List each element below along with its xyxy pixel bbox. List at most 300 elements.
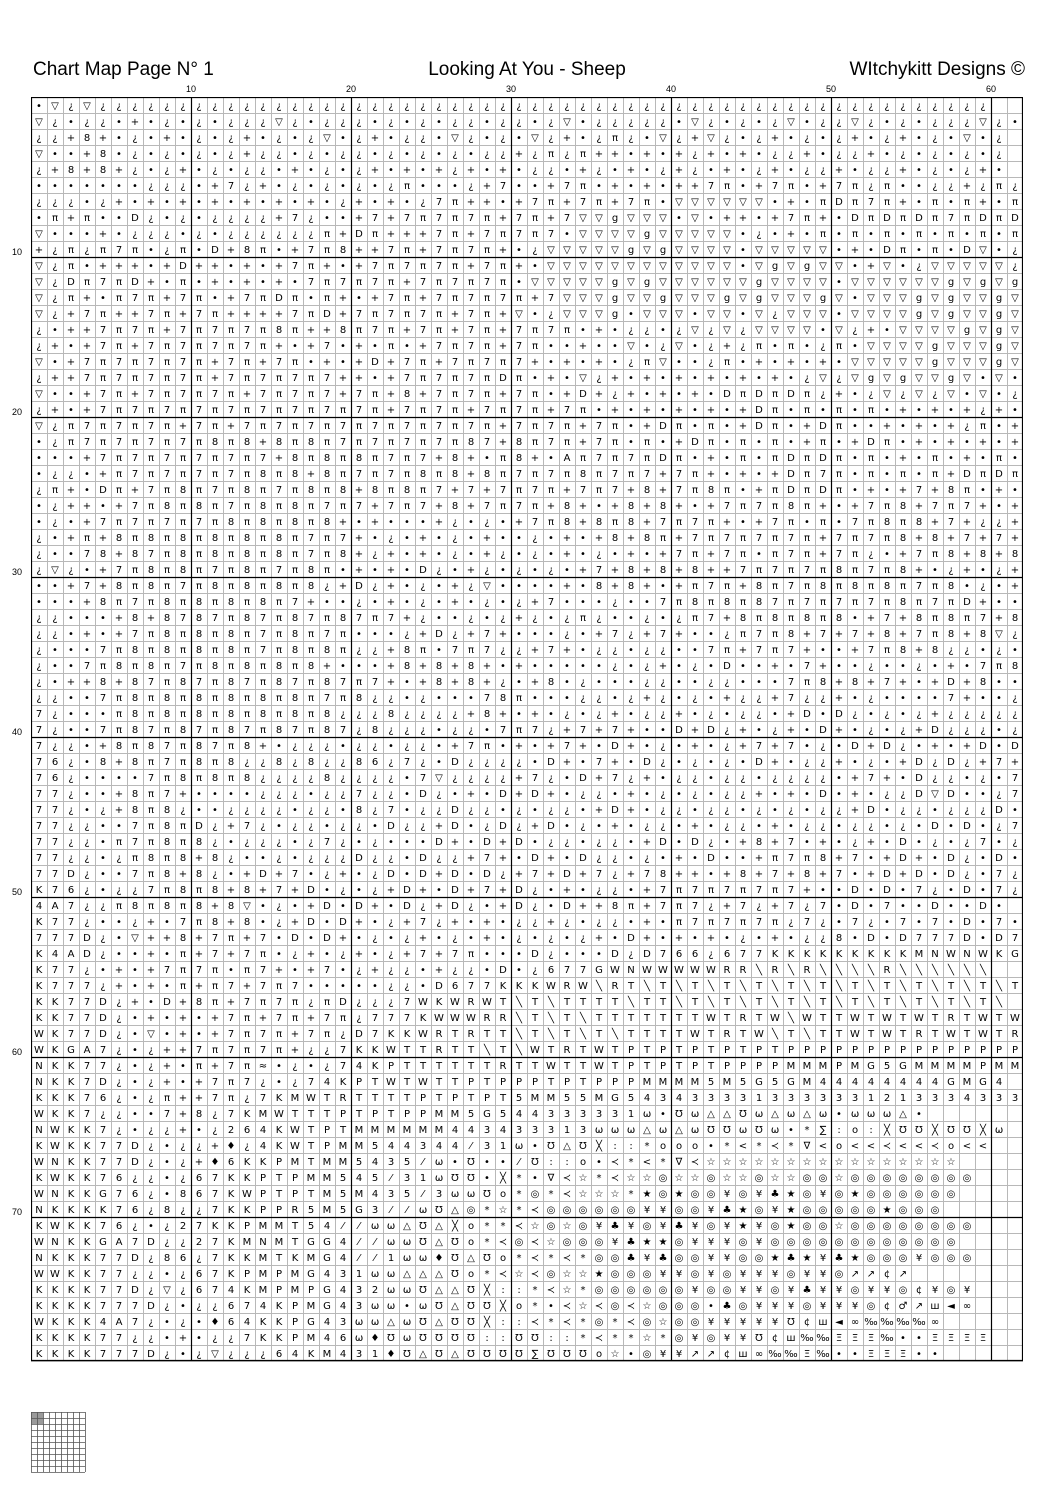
- stitch-symbol: ω: [771, 1125, 779, 1136]
- stitch-symbol: •: [756, 549, 762, 560]
- stitch-symbol: •: [740, 677, 746, 688]
- stitch-symbol: •: [948, 133, 954, 144]
- stitch-symbol: ¿: [836, 805, 841, 816]
- stitch-symbol: π: [308, 453, 314, 464]
- stitch-symbol: △: [403, 1221, 411, 1232]
- stitch-symbol: <: [979, 1141, 987, 1152]
- stitch-symbol: π: [180, 693, 186, 704]
- stitch-symbol: ¿: [932, 117, 937, 128]
- stitch-symbol: ¿: [532, 885, 537, 896]
- stitch-symbol: △: [563, 1141, 571, 1152]
- stitch-symbol: 7: [820, 469, 826, 480]
- stitch-symbol: 8: [324, 677, 330, 688]
- stitch-symbol: *: [533, 1301, 538, 1312]
- stitch-symbol: ▽: [35, 229, 43, 240]
- stitch-symbol: ¿: [596, 709, 601, 720]
- stitch-symbol: 7: [292, 597, 298, 608]
- stitch-symbol: +: [563, 533, 571, 544]
- stitch-symbol: ¿: [868, 693, 873, 704]
- stitch-symbol: •: [884, 805, 890, 816]
- stitch-symbol: 7: [564, 405, 570, 416]
- stitch-symbol: 7: [180, 293, 186, 304]
- stitch-symbol: 7: [260, 1029, 266, 1040]
- stitch-symbol: ☆: [579, 1189, 588, 1200]
- stitch-symbol: ¿: [612, 645, 617, 656]
- stitch-symbol: •: [612, 677, 618, 688]
- stitch-symbol: π: [468, 357, 474, 368]
- stitch-symbol: •: [612, 341, 618, 352]
- stitch-symbol: ▽: [851, 357, 859, 368]
- stitch-symbol: π: [388, 485, 394, 496]
- stitch-symbol: •: [660, 149, 666, 160]
- stitch-symbol: •: [900, 773, 906, 784]
- stitch-symbol: +: [275, 965, 283, 976]
- stitch-symbol: D: [963, 821, 971, 832]
- stitch-symbol: T: [595, 1013, 603, 1024]
- stitch-symbol: π: [180, 837, 186, 848]
- stitch-symbol: 5: [772, 1077, 778, 1088]
- column-number: 50: [826, 84, 836, 94]
- stitch-symbol: +: [67, 357, 75, 368]
- stitch-symbol: ¿: [340, 117, 345, 128]
- stitch-symbol: ◎: [883, 1221, 892, 1232]
- stitch-symbol: π: [644, 437, 650, 448]
- stitch-symbol: K: [276, 1125, 283, 1136]
- stitch-symbol: π: [180, 901, 186, 912]
- stitch-symbol: ¿: [436, 101, 441, 112]
- stitch-symbol: +: [739, 213, 747, 224]
- stitch-symbol: •: [164, 1013, 170, 1024]
- stitch-symbol: K: [36, 1349, 43, 1360]
- stitch-symbol: 8: [260, 597, 266, 608]
- stitch-symbol: •: [628, 853, 634, 864]
- stitch-symbol: •: [84, 709, 90, 720]
- stitch-symbol: D: [579, 853, 587, 864]
- stitch-symbol: g: [756, 277, 762, 288]
- stitch-symbol: P: [820, 1045, 826, 1056]
- stitch-symbol: •: [148, 245, 154, 256]
- stitch-symbol: △: [451, 1285, 459, 1296]
- stitch-symbol: D: [627, 933, 635, 944]
- stitch-symbol: ω: [643, 1109, 651, 1120]
- stitch-symbol: ¿: [84, 821, 89, 832]
- stitch-symbol: ╲: [707, 995, 715, 1008]
- stitch-symbol: +: [259, 357, 267, 368]
- stitch-symbol: D: [147, 1237, 155, 1248]
- stitch-symbol: π: [884, 645, 890, 656]
- stitch-symbol: +: [259, 885, 267, 896]
- stitch-symbol: 7: [340, 533, 346, 544]
- stitch-symbol: 8: [196, 901, 202, 912]
- stitch-symbol: •: [420, 517, 426, 528]
- stitch-symbol: Ξ: [868, 1349, 874, 1360]
- stitch-symbol: 3: [484, 1141, 490, 1152]
- stitch-symbol: π: [452, 341, 458, 352]
- stitch-symbol: W: [34, 1045, 44, 1056]
- stitch-symbol: •: [596, 341, 602, 352]
- stitch-symbol: M: [675, 1077, 684, 1088]
- stitch-symbol: 7: [100, 1349, 106, 1360]
- stitch-symbol: Ʊ: [467, 1301, 475, 1312]
- stitch-symbol: ╲: [819, 963, 827, 976]
- stitch-symbol: •: [788, 821, 794, 832]
- stitch-symbol: π: [868, 517, 874, 528]
- stitch-symbol: +: [435, 965, 443, 976]
- stitch-symbol: +: [99, 565, 107, 576]
- stitch-symbol: ☆: [707, 1157, 716, 1168]
- stitch-symbol: ◎: [707, 1189, 716, 1200]
- stitch-symbol: 8: [372, 485, 378, 496]
- stitch-symbol: +: [787, 789, 795, 800]
- stitch-symbol: +: [339, 389, 347, 400]
- stitch-symbol: +: [979, 533, 987, 544]
- stitch-symbol: •: [468, 533, 474, 544]
- stitch-symbol: 7: [356, 309, 362, 320]
- stitch-symbol: •: [564, 853, 570, 864]
- stitch-symbol: R: [564, 981, 571, 992]
- stitch-symbol: π: [836, 405, 842, 416]
- stitch-symbol: +: [419, 661, 427, 672]
- stitch-symbol: *: [517, 1189, 522, 1200]
- stitch-symbol: +: [147, 277, 155, 288]
- stitch-symbol: ▽: [787, 117, 795, 128]
- stitch-symbol: D: [339, 997, 347, 1008]
- stitch-symbol: ♦: [387, 1349, 396, 1360]
- stitch-symbol: •: [468, 869, 474, 880]
- stitch-symbol: ¿: [356, 645, 361, 656]
- stitch-symbol: 7: [164, 517, 170, 528]
- stitch-symbol: •: [820, 149, 826, 160]
- stitch-symbol: D: [435, 837, 443, 848]
- stitch-symbol: ¿: [964, 645, 969, 656]
- stitch-symbol: ¿: [404, 101, 409, 112]
- stitch-symbol: ¥: [740, 1317, 746, 1328]
- stitch-symbol: 8: [884, 581, 890, 592]
- stitch-symbol: ω: [787, 1109, 795, 1120]
- stitch-symbol: ¿: [292, 949, 297, 960]
- stitch-symbol: ╳: [883, 1123, 891, 1136]
- stitch-symbol: 7: [212, 1237, 218, 1248]
- stitch-symbol: •: [772, 677, 778, 688]
- stitch-symbol: •: [660, 725, 666, 736]
- stitch-symbol: ◎: [675, 1301, 684, 1312]
- stitch-symbol: 7: [644, 469, 650, 480]
- stitch-symbol: 7: [84, 581, 90, 592]
- stitch-symbol: 8: [196, 997, 202, 1008]
- stitch-symbol: D: [995, 469, 1003, 480]
- stitch-symbol: K: [52, 1077, 59, 1088]
- stitch-symbol: 7: [308, 245, 314, 256]
- stitch-symbol: •: [132, 981, 138, 992]
- stitch-symbol: 7: [996, 757, 1002, 768]
- stitch-symbol: •: [308, 1061, 314, 1072]
- stitch-symbol: 7: [260, 645, 266, 656]
- stitch-symbol: ◎: [851, 1173, 860, 1184]
- stitch-symbol: •: [740, 661, 746, 672]
- stitch-symbol: ◎: [547, 1221, 556, 1232]
- designer-credit: WItchykitt Designs ©: [849, 58, 1025, 82]
- stitch-symbol: P: [868, 1045, 874, 1056]
- stitch-symbol: π: [404, 309, 410, 320]
- stitch-symbol: 4: [340, 1285, 346, 1296]
- stitch-symbol: •: [308, 117, 314, 128]
- stitch-symbol: ▽: [675, 245, 683, 256]
- stitch-symbol: •: [260, 261, 266, 272]
- stitch-symbol: 7: [116, 1349, 122, 1360]
- stitch-symbol: K: [276, 1333, 283, 1344]
- stitch-symbol: •: [804, 517, 810, 528]
- stitch-symbol: ¿: [420, 133, 425, 144]
- stitch-symbol: K: [820, 949, 827, 960]
- stitch-symbol: •: [1012, 645, 1018, 656]
- stitch-symbol: +: [307, 1013, 315, 1024]
- stitch-symbol: ≺: [563, 1317, 571, 1328]
- stitch-symbol: π: [148, 821, 154, 832]
- stitch-symbol: •: [724, 149, 730, 160]
- stitch-symbol: +: [899, 869, 907, 880]
- stitch-symbol: T: [707, 1061, 715, 1072]
- stitch-symbol: ¿: [260, 165, 265, 176]
- stitch-symbol: •: [100, 837, 106, 848]
- stitch-symbol: R: [484, 1013, 491, 1024]
- stitch-symbol: 8: [244, 437, 250, 448]
- stitch-symbol: M: [291, 1093, 300, 1104]
- stitch-symbol: W: [978, 949, 988, 960]
- stitch-symbol: •: [836, 917, 842, 928]
- stitch-symbol: 8: [244, 245, 250, 256]
- stitch-symbol: π: [356, 677, 362, 688]
- stitch-symbol: ▽: [867, 293, 875, 304]
- stitch-symbol: •: [900, 709, 906, 720]
- stitch-symbol: •: [692, 501, 698, 512]
- stitch-symbol: ◎: [899, 1189, 908, 1200]
- stitch-symbol: ¿: [900, 101, 905, 112]
- stitch-symbol: ¿: [36, 565, 41, 576]
- stitch-symbol: T: [995, 1013, 1003, 1024]
- stitch-symbol: T: [547, 1045, 555, 1056]
- stitch-symbol: 7: [324, 389, 330, 400]
- stitch-symbol: ◎: [547, 1269, 556, 1280]
- stitch-symbol: D: [819, 789, 827, 800]
- stitch-symbol: R: [468, 1029, 475, 1040]
- stitch-symbol: •: [772, 709, 778, 720]
- stitch-symbol: g: [724, 293, 730, 304]
- stitch-symbol: +: [563, 197, 571, 208]
- stitch-symbol: ¿: [516, 645, 521, 656]
- stitch-symbol: +: [755, 789, 763, 800]
- stitch-symbol: 1: [628, 1109, 634, 1120]
- stitch-symbol: T: [723, 981, 731, 992]
- stitch-symbol: +: [627, 549, 635, 560]
- stitch-symbol: •: [356, 933, 362, 944]
- stitch-symbol: <: [899, 1141, 907, 1152]
- stitch-symbol: π: [228, 933, 234, 944]
- stitch-symbol: +: [563, 757, 571, 768]
- stitch-symbol: +: [355, 213, 363, 224]
- stitch-symbol: +: [355, 533, 363, 544]
- stitch-symbol: R: [916, 1029, 923, 1040]
- stitch-symbol: 3: [788, 1093, 794, 1104]
- stitch-symbol: π: [84, 533, 90, 544]
- stitch-symbol: K: [244, 1109, 251, 1120]
- stitch-symbol: ╲: [611, 1027, 619, 1040]
- stitch-symbol: ¿: [676, 133, 681, 144]
- stitch-symbol: ¿: [164, 181, 169, 192]
- stitch-symbol: +: [275, 309, 283, 320]
- stitch-symbol: 8: [276, 437, 282, 448]
- stitch-symbol: P: [852, 1045, 858, 1056]
- stitch-symbol: K: [36, 1221, 43, 1232]
- stitch-symbol: P: [372, 1109, 378, 1120]
- stitch-symbol: +: [611, 373, 619, 384]
- stitch-symbol: •: [980, 149, 986, 160]
- stitch-symbol: +: [115, 981, 123, 992]
- stitch-symbol: 7: [228, 981, 234, 992]
- stitch-symbol: π: [932, 549, 938, 560]
- stitch-symbol: +: [307, 469, 315, 480]
- stitch-symbol: π: [180, 949, 186, 960]
- stitch-symbol: ¿: [372, 837, 377, 848]
- stitch-symbol: +: [595, 389, 603, 400]
- stitch-symbol: ¿: [324, 117, 329, 128]
- stitch-symbol: 4: [292, 1349, 298, 1360]
- stitch-symbol: •: [372, 533, 378, 544]
- stitch-symbol: R: [772, 965, 779, 976]
- stitch-symbol: T: [659, 997, 667, 1008]
- stitch-symbol: 8: [244, 533, 250, 544]
- stitch-symbol: +: [451, 677, 459, 688]
- stitch-symbol: •: [836, 501, 842, 512]
- stitch-symbol: ¿: [516, 565, 521, 576]
- stitch-symbol: 3: [356, 1301, 362, 1312]
- stitch-symbol: •: [996, 725, 1002, 736]
- stitch-symbol: ω: [371, 1317, 379, 1328]
- stitch-symbol: ☆: [931, 1157, 940, 1168]
- stitch-symbol: ¿: [580, 821, 585, 832]
- stitch-symbol: ¥: [644, 1205, 650, 1216]
- stitch-symbol: +: [867, 261, 875, 272]
- stitch-symbol: 7: [452, 949, 458, 960]
- stitch-symbol: 7: [68, 933, 74, 944]
- stitch-symbol: •: [676, 741, 682, 752]
- stitch-symbol: +: [563, 885, 571, 896]
- stitch-symbol: T: [563, 997, 571, 1008]
- stitch-symbol: ¿: [1012, 389, 1017, 400]
- stitch-symbol: K: [36, 917, 43, 928]
- stitch-symbol: +: [323, 661, 331, 672]
- stitch-symbol: 7: [132, 869, 138, 880]
- stitch-symbol: T: [819, 981, 827, 992]
- stitch-symbol: •: [564, 373, 570, 384]
- stitch-symbol: ¿: [452, 965, 457, 976]
- stitch-symbol: 3: [916, 1093, 922, 1104]
- stitch-symbol: ¿: [212, 1109, 217, 1120]
- stitch-symbol: +: [99, 229, 107, 240]
- stitch-symbol: ╲: [867, 995, 875, 1008]
- stitch-symbol: 7: [660, 949, 666, 960]
- stitch-symbol: •: [996, 501, 1002, 512]
- stitch-symbol: +: [179, 197, 187, 208]
- stitch-symbol: 8: [628, 517, 634, 528]
- stitch-symbol: T: [371, 1077, 379, 1088]
- stitch-symbol: ¥: [772, 1269, 778, 1280]
- stitch-symbol: •: [180, 133, 186, 144]
- stitch-symbol: •: [196, 213, 202, 224]
- stitch-symbol: ¿: [116, 1125, 121, 1136]
- stitch-symbol: ¿: [164, 101, 169, 112]
- stitch-symbol: ¿: [708, 949, 713, 960]
- stitch-symbol: π: [772, 549, 778, 560]
- stitch-symbol: 7: [116, 1301, 122, 1312]
- stitch-symbol: π: [420, 357, 426, 368]
- stitch-symbol: ¿: [628, 117, 633, 128]
- stitch-symbol: ¿: [196, 1141, 201, 1152]
- stitch-symbol: g: [612, 309, 618, 320]
- stitch-symbol: ¿: [660, 741, 665, 752]
- stitch-symbol: 7: [180, 917, 186, 928]
- stitch-symbol: W: [594, 1045, 604, 1056]
- stitch-symbol: 3: [340, 1317, 346, 1328]
- stitch-symbol: ¿: [36, 629, 41, 640]
- stitch-symbol: ▽: [883, 341, 891, 352]
- stitch-symbol: ▽: [35, 117, 43, 128]
- stitch-symbol: π: [644, 453, 650, 464]
- stitch-symbol: +: [531, 709, 539, 720]
- stitch-symbol: •: [772, 789, 778, 800]
- stitch-symbol: +: [739, 741, 747, 752]
- stitch-symbol: +: [579, 517, 587, 528]
- stitch-symbol: •: [404, 517, 410, 528]
- stitch-symbol: •: [660, 613, 666, 624]
- stitch-symbol: +: [899, 677, 907, 688]
- stitch-symbol: π: [212, 421, 218, 432]
- column-number: 20: [346, 84, 356, 94]
- stitch-symbol: +: [1011, 437, 1019, 448]
- stitch-symbol: D: [659, 453, 667, 464]
- stitch-symbol: 8: [148, 853, 154, 864]
- stitch-symbol: 7: [836, 549, 842, 560]
- stitch-symbol: ¿: [436, 853, 441, 864]
- stitch-symbol: •: [340, 661, 346, 672]
- stitch-symbol: ▽: [931, 293, 939, 304]
- stitch-symbol: •: [68, 709, 74, 720]
- stitch-symbol: ¿: [276, 149, 281, 160]
- stitch-symbol: +: [947, 437, 955, 448]
- stitch-symbol: +: [99, 133, 107, 144]
- stitch-symbol: 8: [196, 741, 202, 752]
- stitch-symbol: Ʊ: [499, 1349, 507, 1360]
- stitch-symbol: +: [707, 549, 715, 560]
- stitch-symbol: +: [739, 149, 747, 160]
- stitch-symbol: M: [435, 1125, 444, 1136]
- stitch-symbol: π: [100, 373, 106, 384]
- stitch-symbol: +: [419, 293, 427, 304]
- stitch-symbol: ★: [787, 1189, 796, 1200]
- stitch-symbol: •: [420, 165, 426, 176]
- stitch-symbol: 7: [916, 581, 922, 592]
- stitch-symbol: 7: [244, 1077, 250, 1088]
- stitch-symbol: Ʊ: [963, 1125, 971, 1136]
- stitch-symbol: +: [803, 885, 811, 896]
- stitch-symbol: +: [259, 741, 267, 752]
- stitch-symbol: Ʊ: [467, 1349, 475, 1360]
- stitch-symbol: 6: [132, 1205, 138, 1216]
- stitch-symbol: •: [612, 165, 618, 176]
- stitch-symbol: 8: [228, 597, 234, 608]
- stitch-symbol: ≺: [547, 1285, 555, 1296]
- stitch-symbol: +: [915, 725, 923, 736]
- stitch-symbol: ╲: [627, 995, 635, 1008]
